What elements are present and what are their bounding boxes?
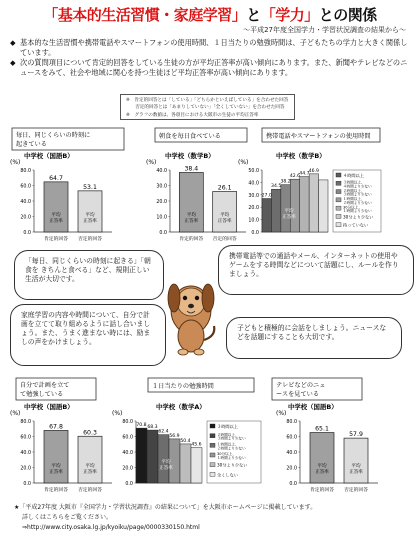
chart-title: 起きている — [16, 141, 47, 148]
bar-inner-label: 平均 — [220, 213, 230, 218]
legend-label: 持っていない — [343, 222, 369, 228]
diamond-icon: ◆ — [10, 38, 16, 47]
data-label: 60.3 — [83, 429, 97, 437]
y-tick-label: 40.0 — [286, 451, 297, 456]
bar — [191, 448, 202, 483]
bar — [262, 199, 271, 232]
data-label: 34.5 — [271, 184, 282, 190]
y-tick-label: 80.0 — [286, 420, 297, 425]
legend-label: ２時間より少ない — [217, 446, 246, 451]
note-line: 否定的回答とは「あまりしていない」「全くしていない」を合わせた回答 — [126, 105, 285, 111]
y-tick-label: 40.0 — [156, 169, 167, 174]
bar — [300, 177, 309, 232]
legend-label: 30分以上、 — [217, 452, 236, 457]
note-line: ※ グラフの数値は、各項目における大阪市の生徒の平均正答率 — [126, 112, 259, 118]
legend-swatch — [336, 214, 341, 218]
data-label: 67.8 — [49, 423, 63, 431]
chart-y-unit: (%) — [146, 159, 157, 166]
bubble-text: 「毎日、同じくらいの時刻に起きる」「朝食を きちんと食べる」など、規則正しい生活が大切です。 — [25, 257, 151, 283]
bar-inner-label: 平均 — [51, 213, 61, 218]
y-tick-label: 40.0 — [20, 200, 31, 205]
y-tick-label: 20.0 — [286, 466, 297, 472]
legend-label: 30分以上、 — [343, 205, 362, 210]
bullet-text: 基本的な生活習慣や携帯電話やスマートフォンの使用時間、１日当たりの勉強時間は、子どもたちの学力と大きく関係しています。 — [20, 38, 408, 57]
legend-swatch — [210, 453, 215, 457]
bubble-text: 携帯電話等での通話やメール、インターネットの使用やゲームをする時間などについて話題にし、ルールを作りましょう。 — [229, 252, 399, 278]
y-tick-label: 80.0 — [122, 420, 133, 425]
data-label: 42.6 — [289, 174, 301, 180]
speech-bubble-phone — [218, 245, 414, 295]
bar — [78, 191, 102, 232]
y-tick-label: 0.0 — [251, 231, 259, 236]
y-tick-label: 60.0 — [20, 435, 31, 441]
title-part-c: 「学力」 — [260, 6, 319, 24]
data-label: 46.9 — [308, 168, 319, 174]
chart-subject: 中学校（国語B） — [24, 403, 74, 411]
y-tick-label: 60.0 — [122, 435, 133, 441]
legend-swatch — [210, 463, 215, 467]
data-label: 70.8 — [136, 423, 147, 429]
y-tick-label: 60.0 — [20, 184, 31, 190]
y-tick-label: 80.0 — [20, 169, 31, 174]
x-tick-label: 肯定的回答 — [44, 488, 68, 493]
chart-y-unit: (%) — [10, 410, 21, 417]
bar-inner-label: 平均 — [161, 460, 171, 465]
data-label: 53.1 — [83, 183, 97, 191]
footer — [14, 503, 414, 533]
chart-title: て勉強している — [20, 391, 64, 398]
legend-swatch — [336, 173, 341, 177]
bar — [344, 438, 368, 483]
chart-subject: 中学校（数学A） — [156, 403, 206, 411]
chart-y-unit: (%) — [238, 159, 249, 166]
data-label: 26.1 — [217, 184, 232, 192]
legend-label: ４時間以上 — [343, 173, 364, 178]
y-tick-label: 20.0 — [20, 215, 31, 221]
chart-y-unit: (%) — [276, 410, 287, 417]
data-label: 44.7 — [299, 171, 310, 177]
speech-bubble-news — [226, 317, 402, 359]
bar — [44, 182, 68, 232]
bar — [169, 439, 180, 483]
x-tick-label: 否定的回答 — [344, 488, 368, 493]
footer-line: 詳しくはこちらをご覧ください。 — [22, 514, 113, 521]
chart-title: テレビなどのニュ — [276, 382, 326, 389]
legend-label: １時間より少ない — [343, 209, 372, 214]
bar — [213, 192, 237, 232]
bullet-text: 次の質問項目について肯定的回答をしている生徒の方が平均正答率が高い傾向にあります。また、新聞やテレビなどのニュースをみて、社会や地域に関心を持つ生徒ほど平均正答率が高い傾向にあります。 — [20, 58, 408, 77]
legend-swatch — [210, 443, 215, 447]
chart-y-unit: (%) — [112, 410, 123, 417]
legend-label: ２時間以上、 — [217, 432, 239, 437]
legend-swatch — [336, 223, 341, 227]
bar-inner-label: 正答率 — [49, 219, 63, 224]
chart-title: ースを見ている — [276, 391, 320, 398]
page-subtitle: ～平成27年度全国学力・学習状況調査の結果から～ — [243, 26, 406, 34]
bar-inner-label: 正答率 — [49, 470, 63, 475]
x-tick-label: 肯定的回答 — [179, 237, 204, 242]
y-tick-label: 0.0 — [23, 482, 31, 487]
y-tick-label: 20.0 — [248, 206, 259, 212]
bar-inner-label: 平均 — [85, 213, 95, 218]
legend-swatch — [336, 181, 341, 185]
bar-inner-label: 正答率 — [83, 219, 97, 224]
footer-link[interactable]: ⇒http://www.city.osaka.lg.jp/kyoiku/page/0000330150.html — [22, 524, 200, 531]
legend-label: １時間より少ない — [217, 456, 246, 460]
bar-inner-label: 正答率 — [217, 219, 232, 224]
x-tick-label: 否定的回答 — [78, 237, 102, 242]
bar-inner-label: 平均 — [284, 209, 294, 214]
title-part-b: と — [246, 6, 261, 24]
bar — [147, 430, 158, 483]
bar — [180, 444, 191, 483]
chart-subject: 中学校（国語B） — [288, 403, 338, 411]
y-tick-label: 0.0 — [159, 231, 167, 236]
x-tick-label: 肯定的回答 — [44, 237, 68, 242]
y-tick-label: 20.0 — [122, 466, 133, 472]
bar-inner-label: 平均 — [51, 464, 61, 469]
data-label: 62.4 — [158, 429, 169, 435]
data-label: 65.1 — [315, 425, 329, 433]
diamond-icon: ◆ — [10, 58, 16, 67]
bubble-text: 家庭学習の内容や時間について、自分で計画を立てて取り組めるように話し合いましょう。また、うまく進まない時には、励ましの声をかけましょう。 — [21, 311, 151, 346]
y-tick-label: 50.0 — [248, 169, 259, 174]
legend-label: ４時間より少ない — [343, 184, 372, 189]
data-label: 68.3 — [147, 425, 158, 431]
y-tick-label: 80.0 — [20, 420, 31, 425]
title-part-a: 「基本的生活習慣・家庭学習」 — [43, 6, 247, 24]
legend-swatch — [210, 472, 215, 476]
legend-label: 30分より少ない — [217, 462, 248, 468]
legend-swatch — [336, 206, 341, 210]
chart-title: 毎日、同じくらいの時刻に — [16, 132, 91, 139]
bar — [310, 433, 334, 483]
bar-inner-label: 平均 — [351, 464, 361, 469]
speech-bubble-study — [10, 304, 166, 366]
data-label: 50.4 — [180, 438, 191, 444]
bar — [136, 428, 147, 483]
legend-swatch — [336, 190, 341, 194]
y-tick-label: 40.0 — [248, 181, 259, 187]
data-label: 38.2 — [280, 179, 291, 185]
data-label: 45.6 — [191, 442, 202, 448]
bar-inner-label: 正答率 — [349, 470, 363, 475]
y-tick-label: 0.0 — [289, 482, 297, 487]
x-tick-label: 肯定的回答 — [310, 488, 334, 493]
footer-line: ★「平成27年度 大阪市『全国学力・学習状況調査』の結果について」を大阪市ホームページに掲載しています。 — [14, 504, 317, 511]
bar — [271, 189, 280, 232]
bar — [290, 179, 299, 232]
bubble-text: 子どもと積極的に会話をしましょう。ニュースなどを話題にすることも大切です。 — [237, 324, 387, 341]
bar-inner-label: 平均 — [186, 213, 196, 218]
bar — [309, 174, 318, 232]
bar — [78, 436, 102, 483]
note-line: ※ 肯定的回答とは「している」「どちらかといえばしている」を合わせた回答 — [126, 98, 289, 103]
chart-title: １日当たりの勉強時間 — [152, 383, 214, 390]
legend-label: ２時間より少ない — [343, 200, 372, 205]
x-tick-label: 否定的回答 — [212, 237, 237, 242]
bar-inner-label: 正答率 — [83, 470, 97, 475]
chart-subject: 中学校（国語B） — [24, 152, 74, 160]
legend-label: ３時間以上 — [217, 424, 238, 429]
y-tick-label: 40.0 — [20, 451, 31, 456]
chart-subject: 中学校（数学B） — [165, 152, 215, 160]
bar-inner-label: 正答率 — [159, 466, 173, 471]
y-tick-label: 20.0 — [156, 200, 167, 205]
legend-label: 30分より少ない — [343, 214, 374, 220]
y-tick-label: 60.0 — [286, 435, 297, 441]
bar — [158, 435, 169, 483]
speech-bubble-routine — [14, 250, 164, 300]
legend-label: １時間以上、 — [343, 197, 365, 202]
chart-subject: 中学校（数学B） — [276, 152, 326, 160]
legend-label: ３時間より少ない — [217, 436, 246, 441]
title-part-d: との関係 — [318, 6, 377, 24]
y-tick-label: 20.0 — [20, 466, 31, 472]
data-label: 56.9 — [169, 433, 180, 439]
legend-swatch — [210, 424, 215, 428]
bar-inner-label: 平均 — [85, 464, 95, 469]
legend-label: 全くしない — [217, 472, 238, 478]
data-label: 38.4 — [184, 165, 199, 173]
legend-label: ３時間以上、 — [343, 180, 365, 185]
legend-label: ２時間以上、 — [343, 188, 365, 193]
legend-label: ３時間より少ない — [343, 192, 372, 197]
y-tick-label: 0.0 — [23, 231, 31, 236]
y-tick-label: 30.0 — [156, 184, 167, 190]
x-tick-label: 否定的回答 — [78, 488, 102, 493]
bar-inner-label: 平均 — [317, 464, 327, 469]
chart-y-unit: (%) — [10, 159, 21, 166]
bar-inner-label: 正答率 — [184, 219, 199, 224]
legend-swatch — [210, 434, 215, 438]
y-tick-label: 40.0 — [122, 451, 133, 456]
y-tick-label: 30.0 — [248, 193, 259, 199]
y-tick-label: 0.0 — [125, 482, 133, 487]
data-label: 57.9 — [349, 431, 363, 439]
legend-label: １時間以上、 — [217, 442, 239, 447]
y-tick-label: 10.0 — [156, 215, 167, 221]
bar-inner-label: 正答率 — [315, 470, 329, 475]
bar — [319, 180, 328, 232]
data-label: 64.7 — [49, 174, 63, 182]
bar-inner-label: 正答率 — [282, 215, 296, 220]
chart-title: 朝食を毎日食べている — [159, 133, 221, 140]
y-tick-label: 10.0 — [248, 218, 259, 224]
bar — [44, 430, 68, 483]
chart-title: 携帯電話やスマートフォンの使用時間 — [266, 133, 371, 140]
data-label: 27.0 — [261, 193, 272, 199]
legend-swatch — [336, 198, 341, 202]
chart-title: 自分で計画を立て — [20, 382, 70, 389]
